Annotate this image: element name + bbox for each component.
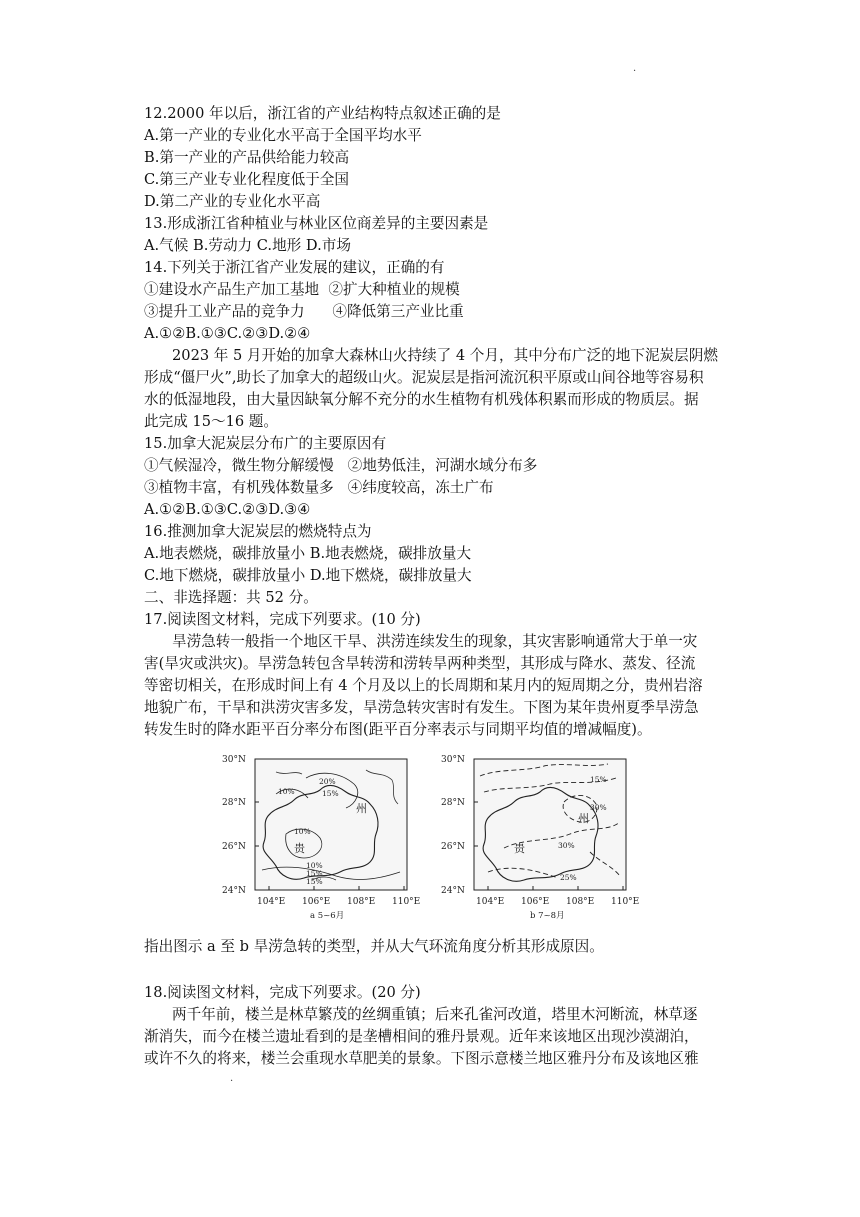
lat-label: 24°N <box>441 886 465 896</box>
map-a-caption: a 5~6月 <box>310 911 345 921</box>
question-16-stem: 16.推测加拿大泥炭层的燃烧特点为 <box>144 523 372 540</box>
lat-label: 24°N <box>222 886 246 896</box>
isoline-label: 15% <box>322 789 339 798</box>
question-17-task: 指出图示 a 至 b 旱涝急转的类型，并从大气环流角度分析其形成原因。 <box>144 938 604 955</box>
q16-options-ab: A.地表燃烧，碳排放量小 B.地表燃烧，碳排放量大 <box>144 545 472 562</box>
q15-items-3-4: ③植物丰富，有机残体数量多 ④纬度较高，冻土广布 <box>144 479 494 496</box>
isoline-label: 15% <box>590 775 607 784</box>
q16-options-cd: C.地下燃烧，碳排放量小 D.地下燃烧，碳排放量大 <box>144 567 472 584</box>
q12-option-a: A.第一产业的专业化水平高于全国平均水平 <box>144 127 422 144</box>
isoline-label: 10% <box>306 861 323 870</box>
lat-label: 26°N <box>441 842 465 852</box>
drought-passage-line-3: 等密切相关，在形成时间上有 4 个月及以上的长周期和某月内的短周期之分，贵州岩溶 <box>144 677 703 694</box>
fire-passage-line-3: 水的低湿地段，由大量因缺氧分解不充分的水生植物有机残体积累而形成的物质层。据 <box>144 391 699 408</box>
question-12-stem: 12.2000 年以后，浙江省的产业结构特点叙述正确的是 <box>144 105 501 122</box>
lon-label: 110°E <box>611 897 640 907</box>
question-17-title: 17.阅读图文材料，完成下列要求。(10 分) <box>144 611 421 628</box>
lat-label: 30°N <box>441 755 465 765</box>
question-13-stem: 13.形成浙江省种植业与林业区位商差异的主要因素是 <box>144 215 489 232</box>
lat-label: 28°N <box>441 798 465 808</box>
drought-passage-line-5: 转发生时的降水距平百分率分布图(距平百分率表示与同期平均值的增减幅度)。 <box>144 721 652 738</box>
lon-label: 104°E <box>476 897 505 907</box>
lon-label: 106°E <box>302 897 331 907</box>
precip-anomaly-map-b <box>440 752 645 924</box>
province-char: 州 <box>356 802 367 815</box>
q14-items-1-2: ①建设水产品生产加工基地 ②扩大种植业的规模 <box>144 281 460 298</box>
isoline-label: 15% <box>306 877 323 886</box>
lon-label: 108°E <box>566 897 595 907</box>
isoline-label: 25% <box>560 873 577 882</box>
question-14-stem: 14.下列关于浙江省产业发展的建议，正确的有 <box>144 259 445 276</box>
question-18-title: 18.阅读图文材料，完成下列要求。(20 分) <box>144 984 421 1001</box>
isoline-label: 30% <box>558 841 575 850</box>
drought-passage-line-1: 旱涝急转一般指一个地区干旱、洪涝连续发生的现象，其灾害影响通常大于单一灾 <box>172 633 698 650</box>
precip-anomaly-map-a <box>216 752 421 924</box>
province-char: 贵 <box>294 842 305 855</box>
lat-label: 28°N <box>222 798 246 808</box>
lon-label: 108°E <box>347 897 376 907</box>
lon-label: 106°E <box>521 897 550 907</box>
fire-passage-line-2: 形成“僵尸火”,助长了加拿大的超级山火。泥炭层是指河流沉积平原或山间谷地等容易积 <box>144 369 704 386</box>
lon-label: 110°E <box>392 897 421 907</box>
province-char: 贵 <box>514 842 525 855</box>
province-char: 州 <box>578 812 589 825</box>
q14-options: A.①②B.①③C.②③D.②④ <box>144 325 311 342</box>
lat-label: 30°N <box>222 755 246 765</box>
q15-items-1-2: ①气候湿冷，微生物分解缓慢 ②地势低洼，河湖水域分布多 <box>144 457 538 474</box>
isoline-label: 20% <box>319 777 336 786</box>
loulan-passage-line-3: 或许不久的将来，楼兰会重现水草肥美的景象。下图示意楼兰地区雅丹分布及该地区雅 <box>144 1050 699 1067</box>
q13-options: A.气候 B.劳动力 C.地形 D.市场 <box>144 237 351 254</box>
loulan-passage-line-2: 渐消失，而今在楼兰遗址看到的是垄槽相间的雅丹景观。近年来该地区出现沙漠湖泊， <box>144 1028 699 1045</box>
lat-label: 26°N <box>222 842 246 852</box>
isoline-label: 10% <box>278 787 295 796</box>
loulan-passage-line-1: 两千年前，楼兰是林草繁茂的丝绸重镇；后来孔雀河改道，塔里木河断流，林草逐 <box>172 1006 698 1023</box>
fire-passage-line-1: 2023 年 5 月开始的加拿大森林山火持续了 4 个月，其中分布广泛的地下泥炭层阴燃 <box>172 347 718 364</box>
question-15-stem: 15.加拿大泥炭层分布广的主要原因有 <box>144 435 387 452</box>
isoline-label: 15% <box>306 869 323 878</box>
q14-items-3-4: ③提升工业产品的竞争力 ④降低第三产业比重 <box>144 303 464 320</box>
scan-mark: · <box>633 66 637 77</box>
q15-options: A.①②B.①③C.②③D.③④ <box>144 501 311 518</box>
q12-option-d: D.第二产业的专业化水平高 <box>144 193 321 210</box>
drought-passage-line-2: 害(旱灾或洪灾)。旱涝急转包含旱转涝和涝转旱两种类型，其形成与降水、蒸发、径流 <box>144 655 696 672</box>
lon-label: 104°E <box>257 897 286 907</box>
map-b-caption: b 7~8月 <box>530 911 565 921</box>
drought-passage-line-4: 地貌广布，干旱和洪涝灾害多发，旱涝急转灾害时有发生。下图为某年贵州夏季旱涝急 <box>144 699 699 716</box>
q12-option-c: C.第三产业专业化程度低于全国 <box>144 171 350 188</box>
q12-option-b: B.第一产业的产品供给能力较高 <box>144 149 350 166</box>
isoline-label: 30% <box>590 803 607 812</box>
fire-passage-line-4: 此完成 15～16 题。 <box>144 413 278 430</box>
isoline-label: 10% <box>294 827 311 836</box>
scan-mark: · <box>230 1076 234 1087</box>
section-two-heading: 二、非选择题：共 52 分。 <box>144 589 318 606</box>
